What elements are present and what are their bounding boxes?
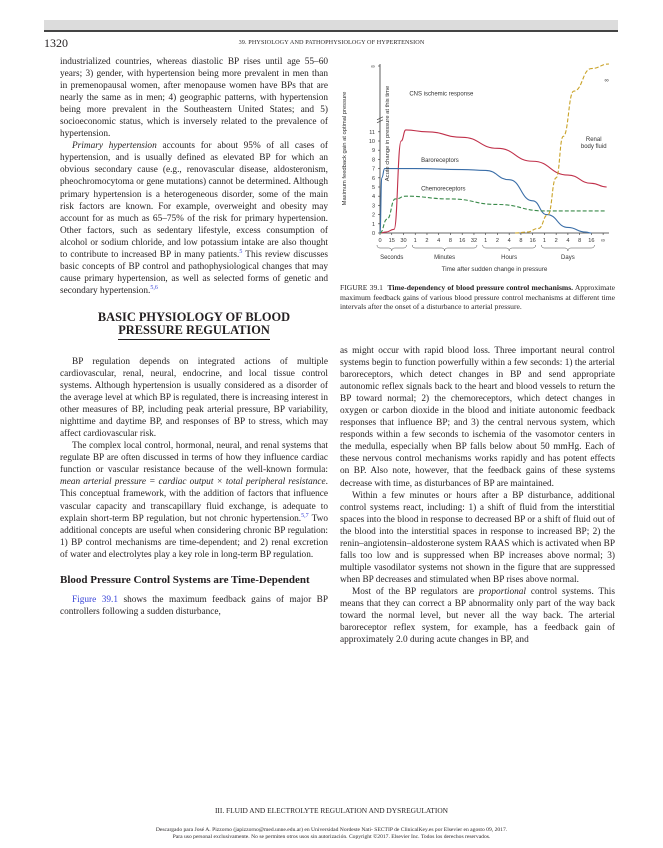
- series-annotation: Renal: [585, 137, 602, 143]
- figure-link[interactable]: Figure 39.1: [72, 594, 119, 605]
- x-tick-label: 8: [448, 238, 453, 244]
- x-tick-label: 4: [566, 238, 570, 244]
- y-tick-label: ∞: [371, 64, 375, 70]
- x-group-label: Seconds: [380, 255, 404, 261]
- page-number: 1320: [44, 36, 68, 50]
- x-group-label: Days: [561, 255, 575, 261]
- y-tick-label: 3: [371, 203, 375, 210]
- group-brace: [483, 245, 536, 251]
- group-brace: [377, 245, 406, 251]
- y-tick-label: 11: [369, 129, 375, 136]
- y-tick-label: 8: [371, 157, 375, 164]
- figure-39-1: [337, 58, 619, 274]
- part-title-footer: III. FLUID AND ELECTROLYTE REGULATION AND DYSREGULATION: [214, 806, 449, 815]
- x-group-label: Hours: [501, 255, 518, 261]
- right-column: [340, 345, 615, 646]
- y-tick-label: 7: [371, 166, 375, 173]
- x-tick-label: 4: [437, 238, 441, 244]
- x-tick-label: 2: [495, 238, 499, 244]
- y-tick-label: 9: [371, 148, 375, 155]
- reference-link[interactable]: 5,6: [150, 284, 158, 291]
- x-tick-label: 8: [578, 238, 582, 244]
- x-tick-label: 1: [542, 238, 546, 244]
- left-column: [60, 56, 328, 618]
- y-tick-label: 4: [371, 194, 375, 201]
- group-brace: [541, 245, 594, 251]
- figure-label: FIGURE 39.1: [340, 283, 383, 292]
- x-tick-label: 0: [378, 238, 382, 244]
- y-axis-inner-title: Acute change in pressure at this time: [385, 85, 391, 182]
- paragraph: Within a few minutes or hours after a BP disturbance, additional control systems react, including: 1) a shift of fluid from the interstitial spaces into the blood in response to decreased BP or a shift of fluid out of the blood into the interstitial spaces in response to increased BP; 2) the renin–angiotensin–aldosterone system RAAS which is activated when BP falls too low and is suppressed when BP increases above normal; 3) multiple vasodilator systems not shown in the figure that are suppressed when BP decreases and stimulated when BP rises above normal.: [340, 490, 615, 585]
- section-heading: BASIC PHYSIOLOGY OF BLOOD PRESSURE REGULATION: [60, 311, 328, 340]
- x-axis-title: Time after sudden change in pressure: [441, 266, 548, 273]
- paragraph: industrialized countries, whereas diastolic BP rises until age 55–60 years; 3) gender, with hypertension being more prevalent in men than in premenopausal women, after menopause women have BPs that are nearly the same as in men; 4) geographic patterns, with hypertension being more prevalent in the Southeastern United States; and 5) socioeconomic status, which is inversely related to the prevalence of hypertension.: [60, 57, 328, 140]
- feedback-gain-chart: [337, 58, 619, 274]
- series-annotation: body fluid: [580, 144, 607, 150]
- paragraph: as might occur with rapid blood loss. Three important neural control systems begin to function powerfully within a few seconds: 1) the arterial baroreceptors, which detect changes in BP and send appropriate autonomic reflex signals back to the heart and blood vessels to return the BP toward normal; 2) the chemoreceptors, which detect changes in oxygen or carbon dioxide in the blood and initiate autonomic feedback responses that influence BP; and 3) the central nervous system, which responds within a few seconds to ischemia of the vasomotor centers in the medulla, especially when BP falls below about 50 mmHg. Each of these nervous control mechanisms works rapidly and has potent effects on BP. Also note, however, that the feedback gains of these systems decrease with time, as disturbances of BP are maintained.: [340, 346, 615, 489]
- download-notice: Descargado para José A. Pizzorno (japizzorno@med.unne.edu.ar) en Universidad Nordeste Nati- SECTIP de ClinicalKey.es por Elsevier en agosto 09, 2017. Para uso personal exclusivamente. No se permiten otros usos sin autorización. Copyright ©2017. Elsevier Inc. Todos los derechos reservados.: [155, 827, 508, 840]
- group-brace: [412, 245, 477, 251]
- paragraph: Figure 39.1 shows the maximum feedback gains of major BP controllers following a sudden disturbance,: [60, 594, 328, 617]
- series-line-baroreceptors: [380, 169, 591, 233]
- reference-link[interactable]: 5,7: [301, 512, 309, 519]
- series-annotation: CNS ischemic response: [409, 91, 474, 98]
- x-tick-label: 1: [484, 238, 488, 244]
- x-group-label: Minutes: [434, 255, 456, 261]
- x-tick-label: 16: [459, 238, 466, 244]
- paragraph: Primary hypertension accounts for about 95% of all cases of hypertension, and is usually defined as elevated BP for which an obvious secondary cause (e.g., renovascular disease, aldosteronism, pheochromocytoma or gene mutations) cannot be determined. Although primary hypertension is a heterogeneous disorder, some of the main risk factors are known. For example, overweight and obesity may account for as much as 65–75% of the risk for primary hypertension. Other factors, such as sedentary lifestyle, excess consumption of alcohol or sodium chloride, and low potassium intake are also thought to contribute to increased BP in many patients.$^5$ This review discusses basic concepts of BP control and pathophysiological changes that may cause primary hypertension, as well as selected forms of genetic and secondary hypertension.$^{5,6}$: [60, 141, 328, 296]
- figure-title: Time-dependency of blood pressure control mechanisms.: [387, 283, 574, 292]
- paragraph: Most of the BP regulators are proportional control systems. This means that they can correct a BP abnormality only part of the way back toward the normal level, but never all the way back. The arterial baroreceptor reflex system, for example, has a feedback gain of approximately 2.0 during acute changes in BP, and: [340, 586, 616, 646]
- y-axis-title: Maximum feedback gain at optimal pressure: [342, 91, 348, 206]
- series-line-chemoreceptors: [380, 196, 607, 233]
- x-tick-label: 2: [554, 238, 558, 244]
- y-tick-label: 6: [371, 175, 375, 182]
- italic-term: Primary hypertension: [72, 141, 157, 152]
- paragraph: BP regulation depends on integrated actions of multiple cardiovascular, renal, neural, endocrine, and local tissue control systems. Although hypertension is usually considered as a disorder of the average level at which BP is regulated, there is increasing interest in other measures of BP, including peak arterial pressure, BP variability, nighttime and daytime BP, and responses of BP to stress, which may affect cardiovascular risk.: [60, 356, 328, 440]
- running-title: 39. PHYSIOLOGY AND PATHOPHYSIOLOGY OF HYPERTENSION: [238, 39, 425, 46]
- y-tick-label: 1: [371, 221, 375, 228]
- series-annotation: Chemoreceptors: [421, 186, 466, 193]
- series-annotation: ∞: [604, 78, 609, 85]
- x-tick-label: 15: [388, 238, 395, 244]
- subsection-heading: Blood Pressure Control Systems are Time-Dependent: [60, 573, 310, 586]
- x-tick-label: 32: [470, 238, 478, 244]
- x-tick-label: 30: [400, 238, 407, 244]
- italic-term: proportional: [478, 586, 527, 597]
- y-tick-label: 5: [371, 185, 375, 191]
- series-line-cns-ischemic-response: [380, 130, 607, 233]
- y-tick-label: 2: [371, 212, 375, 219]
- figure-caption: FIGURE 39.1 Time-dependency of blood pressure control mechanisms. Approximate maximum feedback gains of various blood pressure control mechanisms at different time intervals after the onset of a disturbance to arterial pressure.: [340, 283, 615, 312]
- y-tick-label: 10: [368, 139, 375, 145]
- formula: mean arterial pressure = cardiac output × total peripheral resistance: [60, 477, 326, 488]
- x-tick-label: 16: [588, 238, 595, 244]
- x-tick-label: ∞: [601, 238, 606, 244]
- x-tick-label: 4: [507, 238, 511, 244]
- x-tick-label: 8: [519, 238, 523, 244]
- reference-link[interactable]: 5: [239, 248, 243, 255]
- header-bar: [44, 20, 618, 30]
- x-tick-label: 2: [425, 238, 429, 244]
- x-tick-label: 1: [413, 238, 417, 244]
- series-annotation: Baroreceptors: [421, 158, 459, 165]
- y-tick-label: 0: [371, 231, 375, 237]
- x-tick-label: 16: [529, 238, 536, 244]
- paragraph: The complex local control, hormonal, neural, and renal systems that regulate BP are often discussed in terms of how they influence cardiac function or vascular resistance because of the well-known formula: mean arterial pressure = cardiac output × total peripheral resistance. This conceptual framework, with the addition of factors that influence vascular capacity and transcapillary fluid exchange, is adequate to explain short-term BP regulation, but not chronic hypertension.$^{5,7}$ Two additional concepts are useful when considering chronic BP regulation: 1) BP control mechanisms are time-dependent; and 2) renal excretion of water and electrolytes play a key role in long-term BP regulation.: [60, 441, 328, 560]
- header-rule: [44, 30, 618, 32]
